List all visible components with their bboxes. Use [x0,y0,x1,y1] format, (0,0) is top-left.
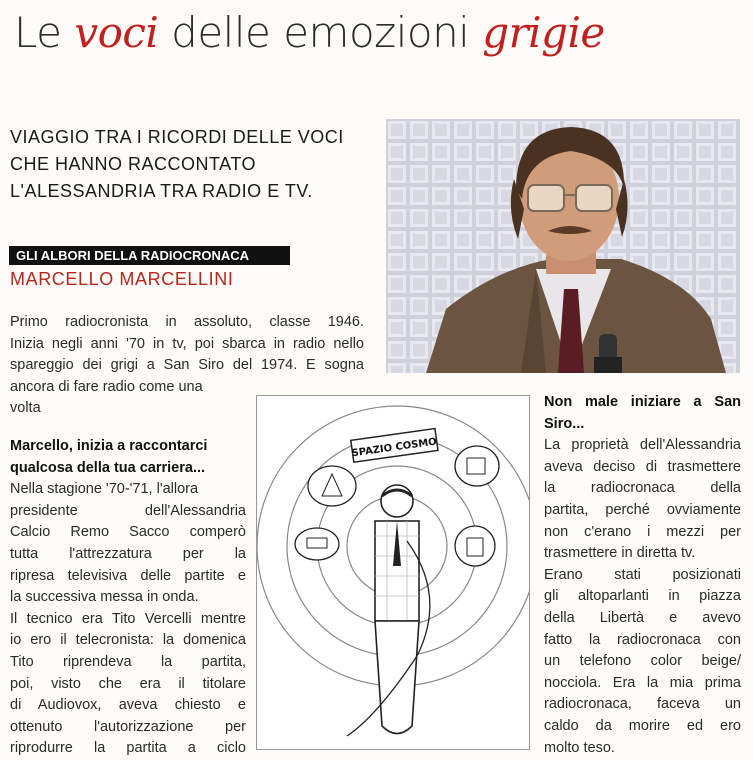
interview-question: Siro... [544,415,585,432]
intro-line: L'ALESSANDRIA TRA RADIO E TV. [10,181,313,201]
answer-line: Il tecnico era Tito Vercelli mentre [10,610,246,627]
answer-line: io ero il telecronista: la domenica [10,632,246,649]
interview-column-1 [10,436,246,760]
answer-line: riprodurre la partita a ciclo [10,740,246,757]
answer-line: molto teso. [544,739,615,756]
lead-line: ancora di fare radio come una [10,378,203,395]
interview-question: qualcosa della tua carriera... [10,459,206,476]
lead-line: Primo radiocronista in assoluto, classe 1946. [10,314,364,330]
caricature-illustration [256,395,530,750]
cartoon-sign-text: SPAZIO COSMO [350,436,438,460]
answer-line: Tito riprendeva la partita, [10,653,246,670]
answer-line: poi, visto che era il titolare [10,675,246,692]
answer-line: fatto la radiocronaca con [544,631,741,648]
answer-line: radiocronaca, faceva un [544,696,741,713]
title-part-2: delle emozioni [158,8,483,57]
answer-line: la radiocronaca della [544,480,741,497]
interview-column-3 [544,392,741,759]
intro-subheading [10,124,344,205]
portrait-illustration [386,119,740,373]
title-emphasis-voci: voci [74,8,159,57]
answer-line: gli altoparlanti in piazza [544,588,741,605]
answer-line: Calcio Remo Sacco comperò [10,524,246,541]
answer-line: Erano stati posizionati [544,566,741,583]
answer-line: ottenuto l'autorizzazione per [10,718,246,735]
intro-line: CHE HANNO RACCONTATO [10,154,257,174]
answer-line: della Libertà e avevo [544,609,741,626]
answer-line: un telefono color beige/ [544,653,741,670]
page-title [14,8,605,57]
answer-line: non c'erano i mezzi per [544,523,741,540]
answer-line: di Audiovox, aveva chiesto e [10,697,246,714]
answer-line: trasmettere in diretta tv. [544,545,696,562]
section-tag: GLI ALBORI DELLA RADIOCRONACA [9,246,290,265]
answer-line: nocciola. Era la mia prima [544,674,741,691]
answer-line: Nella stagione '70-'71, l'allora [10,481,199,498]
title-emphasis-grigie: grigie [482,8,605,57]
answer-line: aveva deciso di trasmettere [544,458,741,475]
lead-line: Inizia negli anni '70 in tv, poi sbarca in radio nello [10,335,364,352]
lead-line: spareggio dei grigi a San Siro del 1974. E sogna [10,357,364,374]
answer-line: partita, perché ovviamente [544,501,741,518]
answer-line: tutta l'attrezzatura per la [10,545,246,562]
answer-line: caldo da morire ed ero [544,717,741,734]
interviewee-name: MARCELLO MARCELLINI [10,269,234,289]
intro-line: VIAGGIO TRA I RICORDI DELLE VOCI [10,127,344,147]
answer-line: La proprietà dell'Alessandria [544,437,741,454]
interview-question: Non male iniziare a San [544,394,741,410]
answer-line: presidente dell'Alessandria [10,502,246,519]
answer-line: la successiva messa in onda. [10,589,199,606]
caricature-drawing [257,396,529,749]
lead-line: volta [10,400,41,417]
answer-line: ripresa televisiva delle partite e [10,567,246,584]
interview-question: Marcello, inizia a raccontarci [10,438,208,454]
title-part-1: Le [14,8,75,57]
portrait-photo [386,119,740,373]
